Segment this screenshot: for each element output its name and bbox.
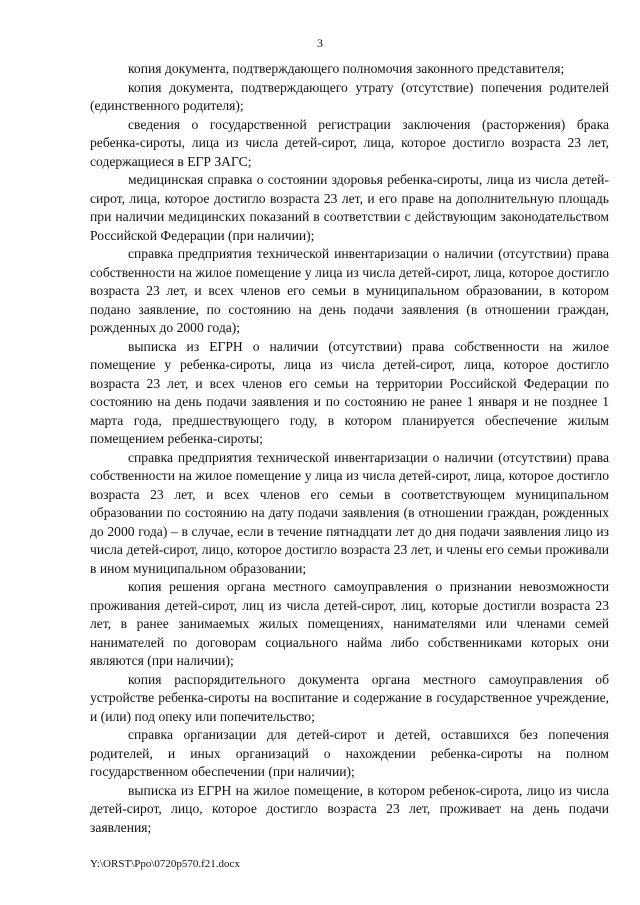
document-body — [90, 60, 609, 837]
paragraph: копия документа, подтверждающего полномочия законного представителя; — [128, 61, 565, 76]
paragraph: справка организации для детей-сирот и детей, оставшихся без попечения родителей, и иных организаций о нахождении ребенка-сироты на полном государственном обеспечении (при наличии); — [90, 727, 609, 779]
paragraph: справка предприятия технической инвентаризации о наличии (отсутствии) права собственности на жилое помещение у лица из числа детей-сирот, лица, которое достигло возраста 23 лет, и всех членов его семьи в соответствующем муниципальном образовании по состоянию на дату подачи заявления (в отношении граждан, рожденных до 2000 года) – в случае, если в течение пятнадцати лет до дня подачи заявления лицо из числа детей-сирот, лицо, которое достигло возраста 23 лет, и члены его семьи проживали в ином муниципальном образовании; — [90, 449, 609, 576]
footer-file-path: Y:\ORST\Ppo\0720p570.f21.docx — [90, 858, 240, 870]
paragraph: справка предприятия технической инвентаризации о наличии (отсутствии) права собственности на жилое помещение у лица из числа детей-сирот, лица, которое достигло возраста 23 лет, и всех членов его семьи в муниципальном образовании, в котором подано заявление, по состоянию на день подачи заявления (в отношении граждан, рожденных до 2000 года); — [90, 246, 609, 335]
paragraph: выписка из ЕГРН на жилое помещение, в котором ребенок-сирота, лицо из числа детей-сирот, лицо, которое достигло возраста 23 лет, проживает на день подачи заявления; — [90, 782, 609, 835]
page-number: 3 — [317, 36, 323, 50]
paragraph: медицинская справка о состоянии здоровья ребенка-сироты, лица из числа детей-сирот, лица, которое достигло возраста 23 лет, и его праве на дополнительную площадь при наличии медицинских показаний в соответствии с действующим законодательством Российской Федерации (при наличии); — [90, 172, 609, 243]
paragraph: копия распорядительного документа органа местного самоуправления об устройстве ребенка-сироты на воспитание и содержание в государственное учреждение, и (или) под опеку или попечительство; — [90, 671, 609, 724]
paragraph: копия решения органа местного самоуправления о признании невозможности проживания детей-сирот, лиц из числа детей-сирот, лиц, которые достигли возраста 23 лет, в ранее занимаемых жилых помещениях, нанимателями или членами семей нанимателей по договорам социального найма либо собственниками которых они являются (при наличии); — [90, 579, 609, 668]
paragraph: выписка из ЕГРН о наличии (отсутствии) права собственности на жилое помещение у ребенка-сироты, лица из числа детей-сирот, лица, которое достигло возраста 23 лет, и всех членов его семьи на территории Российской Федерации по состоянию на день подачи заявления и по состоянию не ранее 1 января и не позднее 1 марта года, предшествующего году, в котором планируется обеспечение жилым помещением ребенка-сироты; — [90, 338, 609, 446]
paragraph: копия документа, подтверждающего утрату (отсутствие) попечения родителей (единственного родителя); — [90, 79, 609, 113]
paragraph: сведения о государственной регистрации заключения (расторжения) брака ребенка-сироты, лица из числа детей-сирот, лица, которое достигло возраста 23 лет, содержащиеся в ЕГР ЗАГС; — [90, 116, 609, 169]
